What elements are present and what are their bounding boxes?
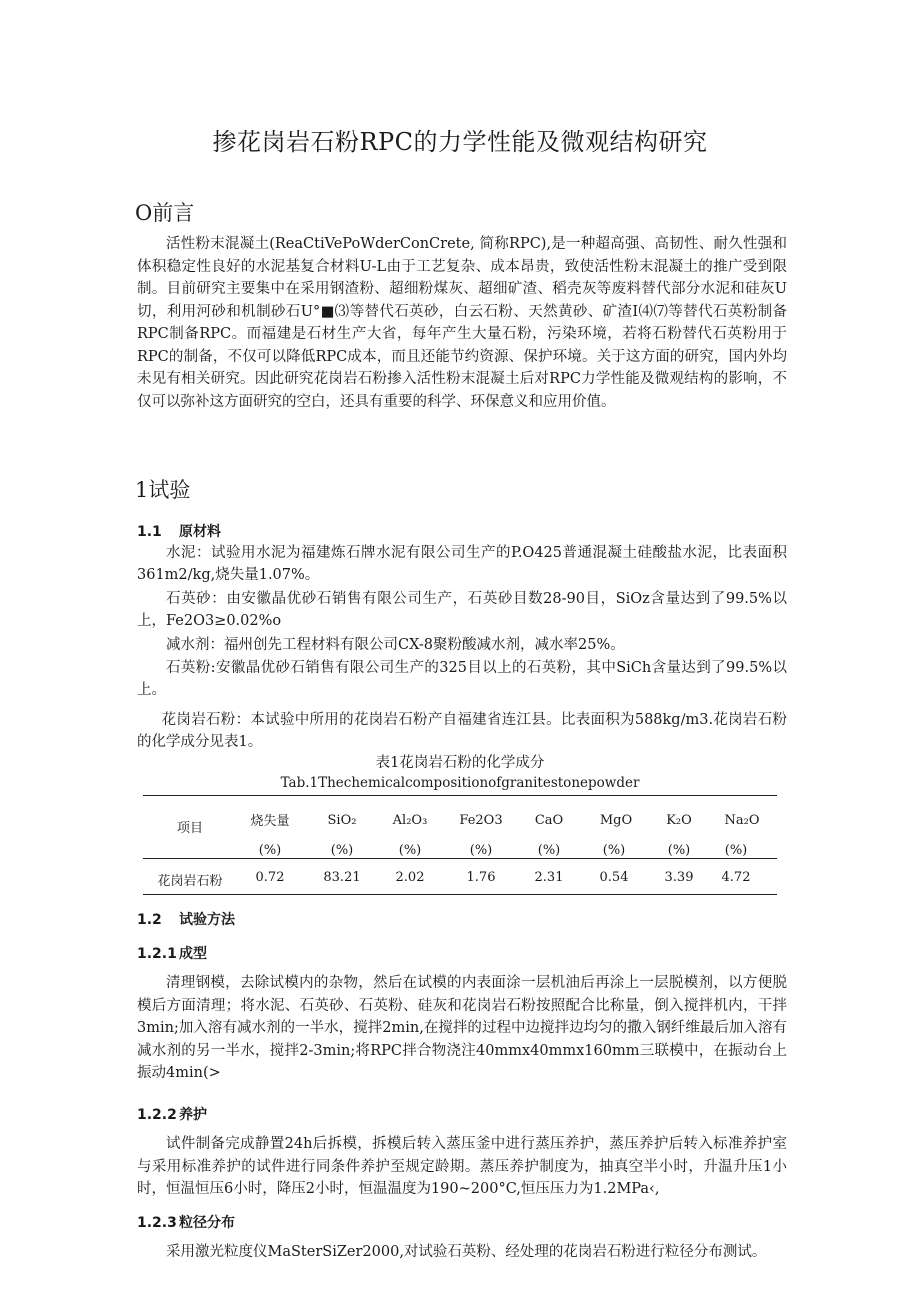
- column-header: 烧失量: [250, 814, 290, 829]
- table-cell: 2.31: [534, 870, 564, 885]
- subsubsection-heading-curing: [137, 1104, 207, 1124]
- subsection-number: 1.2: [137, 912, 162, 928]
- material-quartz-sand: 石英砂：由安徽晶优砂石销售有限公司生产，石英砂目数28-90目，SiOz含量达到了99.5%以上，Fe2O3≥0.02%o: [137, 591, 787, 629]
- table-cell: 0.72: [255, 870, 285, 885]
- subsection-title: 原材料: [179, 524, 221, 540]
- table-caption-cn: 表1花岗岩石粉的化学成分: [375, 755, 545, 771]
- table-cell: 3.39: [664, 870, 694, 885]
- subsubsection-title: 粒径分布: [179, 1215, 235, 1231]
- subsubsection-number: 1.2.2: [137, 1107, 177, 1123]
- material-cement: 水泥：试验用水泥为福建炼石牌水泥有限公司生产的P.O425普通混凝土硅酸盐水泥，比表面积361m2∕kg,烧失量1.07%。: [137, 545, 787, 583]
- column-unit: (%): [667, 843, 691, 858]
- subsection-heading-methods: [137, 909, 235, 929]
- table-cell: 1.76: [466, 870, 496, 885]
- table-cell: 0.54: [599, 870, 629, 885]
- table-row-label: 花岗岩石粉: [157, 874, 223, 889]
- section-heading-experiment: 1试验: [135, 478, 191, 502]
- column-unit: (%): [537, 843, 561, 858]
- column-unit: (%): [602, 843, 626, 858]
- table-cell: 4.72: [721, 870, 751, 885]
- column-unit: (%): [724, 843, 748, 858]
- material-quartz-powder: 石英粉:安徽晶优砂石销售有限公司生产的325目以上的石英粉，其中SiCh含量达到了99.5%以上。: [137, 660, 788, 698]
- table-cell: 2.02: [395, 870, 425, 885]
- particle-size-paragraph: 采用激光粒度仪MaSterSiZer2000,对试验石英粉、经处理的花岗岩石粉进行粒径分布测试。: [166, 1244, 767, 1260]
- subsection-heading-materials: [137, 521, 221, 541]
- column-unit: (%): [398, 843, 422, 858]
- subsubsection-number: 1.2.1: [137, 946, 177, 962]
- material-water-reducer: 减水剂：福州创先工程材料有限公司CX-8聚粉酸减水剂，减水率25%。: [166, 637, 625, 653]
- column-header: MgO: [599, 813, 633, 828]
- subsection-title: 试验方法: [179, 912, 235, 928]
- forming-paragraph: 清理钢模，去除试模内的杂物，然后在试模的内表面涂一层机油后再涂上一层脱模剂，以方便脱模后方面清理；将水泥、石英砂、石英粉、硅灰和花岗岩石粉按照配合比称量，倒入搅拌机内，干拌3min;加入溶有减水剂的一半水，搅拌2min,在搅拌的过程中边搅拌边均匀的撒入钢纤维最后加入溶有减水剂的另一半水，搅拌2-3min;将RPC拌合物浇注40mmx40mmx160mm三联模中，在振动台上振动4min(>: [137, 975, 787, 1081]
- paper-title: 掺花岗岩石粉RPC的力学性能及微观结构研究: [212, 128, 708, 156]
- column-unit: (%): [258, 843, 282, 858]
- column-header: Al₂O₃: [392, 813, 428, 828]
- table-cell: 83.21: [323, 870, 361, 885]
- table-mid-rule: [143, 858, 777, 859]
- table-caption-en: Tab.1Thechemicalcompositionofgranitestonepowder: [280, 775, 640, 791]
- material-granite-powder: 花岗岩石粉：本试验中所用的花岗岩石粉产自福建省连江县。比表面积为588kg∕m3.花岗岩石粉的化学成分见表1。: [137, 712, 787, 750]
- subsubsection-number: 1.2.3: [137, 1215, 177, 1231]
- preface-paragraph: 活性粉末混凝土(ReaCtiVePoWderConCrete, 简称RPC),是一种超高强、高韧性、耐久性强和体积稳定性良好的水泥基复合材料U-L由于工艺复杂、成本昂贵，致使活性粉末混凝土的推广受到限制。目前研究主要集中在采用钢渣粉、超细粉煤灰、超细矿渣、稻壳灰等废料替代部分水泥和硅灰U切，利用河砂和机制砂石U°■⑶等替代石英砂，白云石粉、天然黄砂、矿渣I⑷⑺等替代石英粉制备RPC制备RPC。而福建是石材生产大省，每年产生大量石粉，污染环境，若将石粉替代石英粉用于RPC的制备，不仅可以降低RPC成本，而且还能节约资源、保护环境。关于这方面的研究，国内外均未见有相关研究。因此研究花岗岩石粉掺入活性粉末混凝土后对RPC力学性能及微观结构的影响，不仅可以弥补这方面研究的空白，还具有重要的科学、环保意义和应用价值。: [137, 236, 787, 410]
- subsubsection-title: 养护: [179, 1107, 207, 1123]
- table-row-header: 项目: [176, 821, 203, 836]
- subsubsection-heading-forming: [137, 943, 207, 963]
- column-unit: (%): [469, 843, 493, 858]
- subsection-number: 1.1: [137, 524, 162, 540]
- column-header: K₂O: [666, 813, 692, 828]
- column-header: Fe2O3: [459, 813, 503, 828]
- column-header: SiO₂: [327, 813, 357, 828]
- table-top-rule: [143, 795, 777, 796]
- column-header: Na₂O: [724, 813, 760, 828]
- section-heading-preface: O前言: [135, 201, 195, 225]
- subsubsection-title: 成型: [179, 946, 207, 962]
- column-header: CaO: [534, 813, 564, 828]
- subsubsection-heading-particle-size: [137, 1212, 235, 1232]
- curing-paragraph: 试件制备完成静置24h后拆模，拆模后转入蒸压釜中进行蒸压养护，蒸压养护后转入标准养护室与采用标准养护的试件进行同条件养护至规定龄期。蒸压养护制度为，抽真空半小时，升温升压1小时，恒温恒压6小时，降压2小时，恒温温度为190~200°C,恒压压力为1.2MPa‹,: [137, 1136, 787, 1197]
- column-unit: (%): [330, 843, 354, 858]
- table-bottom-rule: [143, 894, 777, 895]
